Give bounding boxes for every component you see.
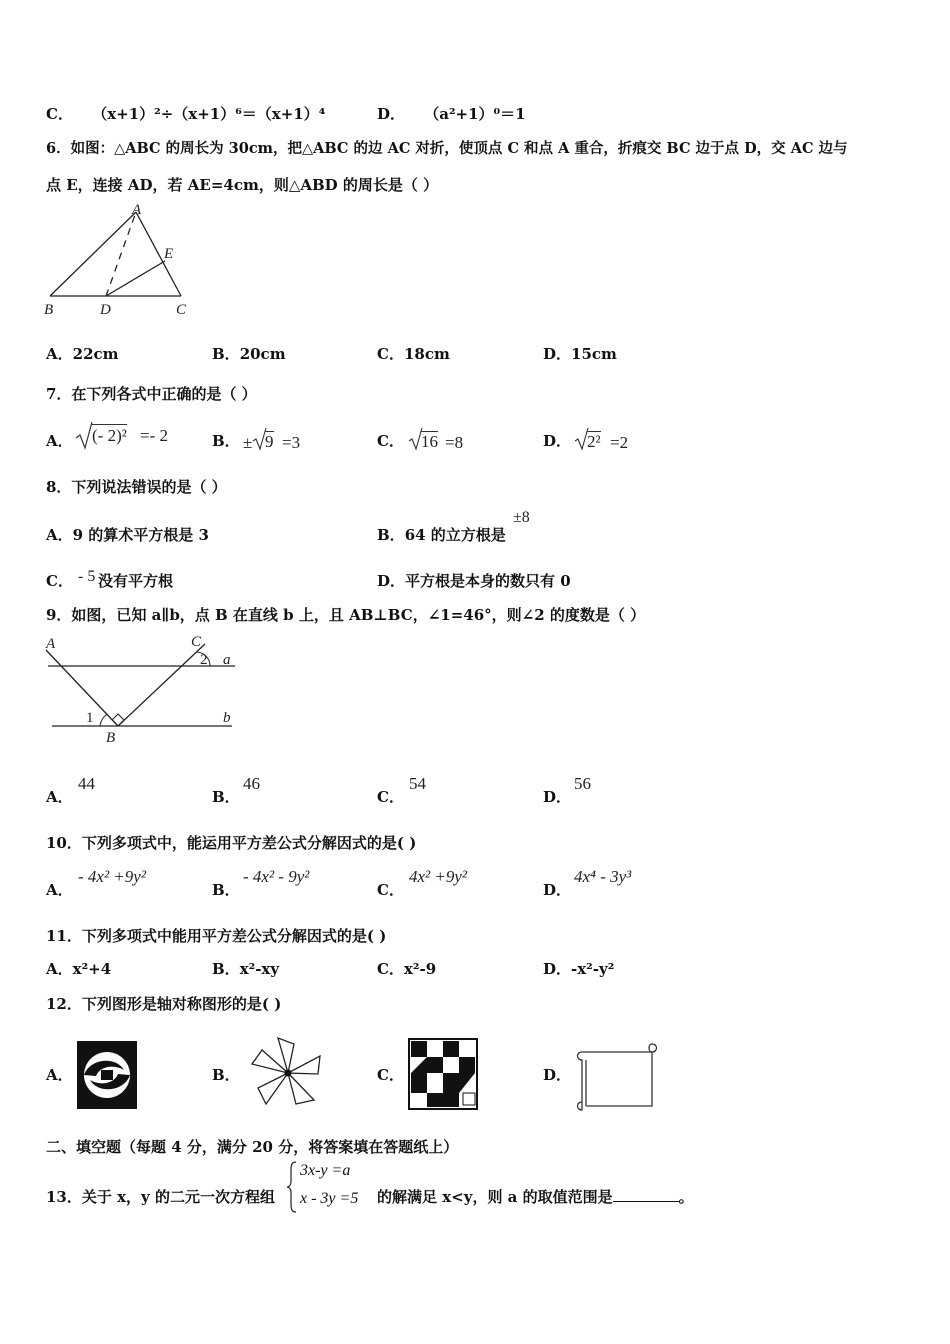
option-label: C． <box>377 960 404 978</box>
q6-option-d <box>543 343 617 364</box>
option-text: 平方根是本身的数只有 0 <box>405 572 571 590</box>
label-line-b: b <box>223 710 231 726</box>
q7-stem: 7．在下列各式中正确的是（ ） <box>46 385 257 403</box>
option-label: C． <box>377 345 404 363</box>
label-c-point: C <box>191 634 202 650</box>
q9-option-a-label: A． <box>46 788 73 806</box>
q7-option-a-label: A． <box>46 432 73 450</box>
q10-option-c-label: C． <box>377 881 404 899</box>
q6-stem-line2: 点 E，连接 AD，若 AE=4cm，则△ABD 的周长是（ ） <box>46 176 439 194</box>
q11-option-a <box>46 958 111 979</box>
option-expr: -x²-y² <box>571 960 615 978</box>
q7-option-a-radicand: (- 2)² <box>92 426 127 445</box>
side-ac <box>136 212 181 296</box>
option-text: （x+1）²÷（x+1）⁶＝（x+1）⁴ <box>92 105 326 123</box>
label-b-point: B <box>106 730 116 746</box>
option-text: 15cm <box>571 345 617 363</box>
option-label: A． <box>46 526 73 544</box>
q7-option-d-radicand: 2² <box>587 432 601 451</box>
label-angle-1: 1 <box>86 710 94 726</box>
q6-option-b <box>212 343 286 364</box>
q11-option-c <box>377 958 436 979</box>
option-text: 9 的算术平方根是 3 <box>72 526 209 544</box>
q7-option-c-label: C． <box>377 432 404 450</box>
q7-option-c-rhs: =8 <box>445 433 464 452</box>
option-text: 18cm <box>403 345 450 363</box>
option-expr: x²-xy <box>239 960 280 978</box>
option-text: 64 的立方根是 <box>404 526 506 544</box>
q7-option-a-rhs: =- 2 <box>140 426 168 445</box>
q7-option-b-radicand: 9 <box>265 432 274 451</box>
q8-stem: 8．下列说法错误的是（ ） <box>46 478 227 496</box>
q11-option-d <box>543 958 614 979</box>
q12-option-a-label: A． <box>46 1066 73 1084</box>
q12-figure-d-scroll-icon <box>572 1040 662 1114</box>
label-a-point: A <box>46 636 56 652</box>
right-angle-mark <box>112 714 124 726</box>
option-text: （a²+1）⁰＝1 <box>424 105 526 123</box>
option-label: A． <box>46 345 73 363</box>
q13-end: 。 <box>678 1188 694 1206</box>
option-expr: x²+4 <box>72 960 112 978</box>
q9-option-d-label: D． <box>543 788 572 806</box>
q6-triangle-figure <box>40 200 200 322</box>
q9-option-c-value: 54 <box>409 774 426 793</box>
q10-option-a-expr: - 4x² +9y² <box>78 867 146 886</box>
answer-blank[interactable] <box>613 1187 679 1202</box>
q13-post <box>377 1186 694 1207</box>
q12-option-b-label: B． <box>212 1066 240 1084</box>
option-text: 22cm <box>72 345 119 363</box>
q8-option-a <box>46 524 209 545</box>
q10-option-a-label: A． <box>46 881 73 899</box>
option-label: D． <box>377 572 406 590</box>
fold-de <box>106 261 165 296</box>
q12-figure-c-checker-icon <box>408 1038 478 1110</box>
q10-option-c-expr: 4x² +9y² <box>409 867 468 886</box>
q9-stem: 9．如图，已知 a∥b，点 B 在直线 b 上，且 AB⊥BC，∠1=46°，则∠2 的度数是（ ） <box>46 606 646 624</box>
label-b: B <box>44 302 54 318</box>
q6-option-c <box>377 343 450 364</box>
q7-option-d-rhs: =2 <box>610 433 629 452</box>
option-label: D． <box>377 105 406 123</box>
option-label: D． <box>543 960 572 978</box>
q5-option-c <box>46 103 325 124</box>
q8-option-b-math: ±8 <box>513 509 530 526</box>
left-brace-icon <box>286 1160 298 1214</box>
q9-option-b-label: B． <box>212 788 240 806</box>
option-label: B． <box>377 526 405 544</box>
label-c: C <box>176 302 187 318</box>
q9-option-d-value: 56 <box>574 774 591 793</box>
q13-post-text: 的解满足 x<y，则 a 的取值范围是 <box>377 1188 613 1206</box>
q10-option-d-label: D． <box>543 881 572 899</box>
q8-option-c-label: C． <box>46 572 73 590</box>
option-label: C． <box>46 105 73 123</box>
option-expr: x²-9 <box>403 960 437 978</box>
option-label: A． <box>46 960 73 978</box>
q9-option-b-value: 46 <box>243 774 260 793</box>
side-ab <box>50 212 136 296</box>
label-e: E <box>164 246 174 262</box>
segment-bc <box>118 644 205 726</box>
segment-ab <box>46 650 118 726</box>
q9-option-c-label: C． <box>377 788 404 806</box>
option-label: D． <box>543 345 572 363</box>
label-line-a: a <box>223 652 231 668</box>
q13-equation-1: 3x-y =a <box>300 1162 351 1179</box>
q7-option-b-rhs: =3 <box>282 433 301 452</box>
q12-figure-b-pinwheel-icon <box>248 1034 328 1112</box>
q10-option-d-expr: 4x⁴ - 3y³ <box>574 867 632 886</box>
q11-stem: 11．下列多项式中能用平方差公式分解因式的是( ) <box>46 927 387 945</box>
q5-option-d <box>377 103 526 124</box>
radical-sign-icon <box>74 420 94 452</box>
q12-stem: 12．下列图形是轴对称图形的是( ) <box>46 995 282 1013</box>
q13-equation-2: x - 3y =5 <box>300 1190 359 1207</box>
q9-option-a-value: 44 <box>78 774 95 793</box>
q8-option-b <box>377 524 506 545</box>
q10-stem: 10．下列多项式中，能运用平方差公式分解因式的是( ) <box>46 834 417 852</box>
label-a: A <box>132 202 142 218</box>
q9-parallel-lines-figure <box>40 632 245 747</box>
label-d: D <box>100 302 111 318</box>
segment-ad <box>106 212 136 296</box>
label-angle-2: 2 <box>200 652 208 668</box>
q7-option-b-label: B． <box>212 432 240 450</box>
q12-figure-a-swirl-icon <box>76 1040 138 1110</box>
q13-pre: 13．关于 x，y 的二元一次方程组 <box>46 1188 275 1206</box>
q7-option-b-pm: ± <box>243 433 253 452</box>
option-text: 20cm <box>239 345 286 363</box>
q11-option-b <box>212 958 279 979</box>
q8-option-d <box>377 570 571 591</box>
section-2-title: 二、填空题（每题 4 分，满分 20 分，将答案填在答题纸上） <box>46 1138 459 1156</box>
q10-option-b-label: B． <box>212 881 240 899</box>
angle-1-arc <box>100 714 107 726</box>
q8-option-c-text: 没有平方根 <box>98 572 174 590</box>
q8-option-c-math: - 5 <box>78 568 96 585</box>
q12-option-c-label: C． <box>377 1066 404 1084</box>
option-label: B． <box>212 960 240 978</box>
q12-option-d-label: D． <box>543 1066 572 1084</box>
q7-option-d-label: D． <box>543 432 572 450</box>
q6-option-a <box>46 343 119 364</box>
option-label: B． <box>212 345 240 363</box>
q7-option-c-radicand: 16 <box>421 432 438 451</box>
q6-stem-line1: 6．如图：△ABC 的周长为 30cm，把△ABC 的边 AC 对折，使顶点 C 和点 A 重合，折痕交 BC 边于点 D，交 AC 边与 <box>46 140 848 157</box>
q10-option-b-expr: - 4x² - 9y² <box>243 867 310 886</box>
